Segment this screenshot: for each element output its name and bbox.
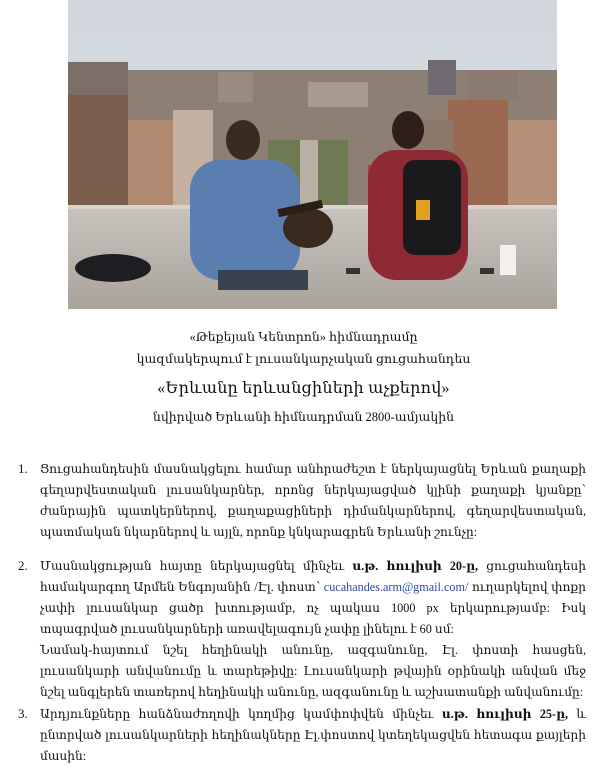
item-text-part: ցուցահանդեսի համակարգող Արմեն Ենգոյանին /Էլ. փոստ՝ xyxy=(40,559,586,594)
item-text-part: և ընտրված լուսանկարների հեղինակները Էլ.փոստով կտեղեկացվեն հետագա քայլերի մասին: xyxy=(40,707,586,763)
item-text-part: Մասնակցության հայտը ներկայացնել մինչեւ xyxy=(40,559,353,573)
item-text-second: Նամակ-հայտում նշել հեղինակի անունը, ազգանունը, Էլ. փոստի հասցեն, լուսանկարի անվանումը և տարեթիվը: Լուսանկարի թվային օրինակի անվան մեջ նշել անգլերեն տառերով հեղինակի անունը, ազգանունը և աշխատանքի անվանումը: xyxy=(40,643,586,699)
item-number: 1. xyxy=(18,461,28,476)
item-number: 3. xyxy=(18,706,28,721)
header-line-1: «Թեքեյան Կենտրոն» հիմնադրամը xyxy=(189,330,418,344)
header-line-2: կազմակերպում է լուսանկարչական ցուցահանդես xyxy=(136,352,471,366)
item-text-part: Արդյունքները հանձնաժողովի կողմից կամփոփվեն մինչեւ xyxy=(40,707,442,721)
item-number: 2. xyxy=(18,558,28,573)
email-address: cucahandes.arm@gmail.com/ xyxy=(323,580,469,594)
deadline-date: ս.թ. հուլիսի 20-ը, xyxy=(352,559,479,573)
exhibition-title: «Երևանը երևանցիների աչքերով» xyxy=(157,380,450,397)
item-text xyxy=(40,556,586,640)
header-photo xyxy=(68,0,557,309)
city-photo-icon xyxy=(68,0,557,309)
deadline-date: ս.թ. հուլիսի 25-ը, xyxy=(441,707,569,721)
header-line-4: նվիրված Երևանի հիմնադրման 2800-ամյակին xyxy=(152,410,455,424)
item-text: Ցուցահանդեսին մասնակցելու համար անհրաժեշտ է ներկայացնել Երևան քաղաքի գեղարվեստական լուսանկարներ, որոնց ներկայացված կլինի քաղաքի կյանքը՝ ժանրային պատկերներով, քաղաքացիների դիմանկարներով, գեղարվեստական, պատմական նկարներով և այլն, որոնք կնկարագրեն Երևանի շունչը: xyxy=(40,462,586,539)
item-text xyxy=(40,704,586,767)
item-text-part: ուղարկելով փոքր չափի լուսանկար ցածր խտությամբ, ոչ պակաս 1000 px երկարությամբ: Իսկ տպագրված լուսանկարների առավելագույն չափը լինելու է 60 սմ: xyxy=(40,580,586,636)
